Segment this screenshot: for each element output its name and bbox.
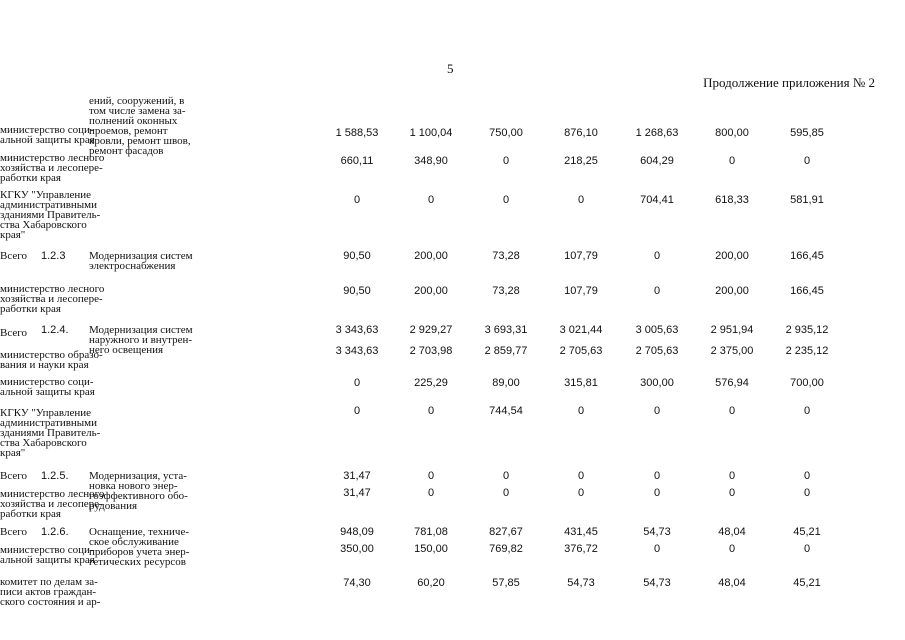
value-cell: 769,82 — [489, 543, 523, 555]
value-cell: 0 — [728, 405, 736, 417]
value-cell: 2 235,12 — [785, 345, 829, 357]
value-cell: 376,72 — [564, 543, 598, 555]
value-cell: 0 — [653, 285, 661, 297]
value-cell: 0 — [502, 470, 510, 482]
value-cell: 744,54 — [489, 405, 523, 417]
value-cell: 0 — [427, 194, 435, 206]
measure-name: ений, сооружений, в том числе замена за- полнений оконных проемов, ремонт кровли, ремонт швов, ремонт фасадов — [89, 95, 191, 157]
executor-cell: КГКУ "Управление административными зданиями Правитель- ства Хабаровского края" — [0, 407, 101, 459]
value-cell: 0 — [353, 377, 361, 389]
value-cell: 704,41 — [640, 194, 674, 206]
value-cell: 0 — [653, 487, 661, 499]
value-cell: 431,45 — [564, 526, 598, 538]
executor-cell: министерство соци- альной защиты края — [0, 544, 95, 566]
measure-name: Модернизация, уста- новка нового энер- гоэффективного обо- рудования — [89, 470, 188, 512]
value-cell: 781,08 — [414, 526, 448, 538]
executor-cell: Всего — [0, 327, 27, 339]
value-cell: 3 343,63 — [335, 345, 379, 357]
value-cell: 0 — [427, 470, 435, 482]
value-cell: 595,85 — [790, 127, 824, 139]
measure-name: Модернизация систем электроснабжения — [89, 250, 193, 272]
value-cell: 0 — [502, 487, 510, 499]
value-cell: 2 859,77 — [484, 345, 528, 357]
value-cell: 150,00 — [414, 543, 448, 555]
value-cell: 2 705,63 — [559, 345, 603, 357]
measure-name: Модернизация систем наружного и внутрен- него освещения — [89, 324, 193, 356]
value-cell: 618,33 — [715, 194, 749, 206]
value-cell: 218,25 — [564, 155, 598, 167]
value-cell: 60,20 — [417, 577, 445, 589]
value-cell: 3 021,44 — [559, 324, 603, 336]
executor-cell: Всего — [0, 250, 27, 262]
value-cell: 31,47 — [343, 470, 371, 482]
value-cell: 166,45 — [790, 285, 824, 297]
value-cell: 107,79 — [564, 285, 598, 297]
value-cell: 0 — [502, 194, 510, 206]
value-cell: 0 — [353, 405, 361, 417]
value-cell: 0 — [728, 155, 736, 167]
executor-cell: Всего — [0, 470, 27, 482]
row-number: 1.2.6. — [41, 526, 69, 538]
value-cell: 31,47 — [343, 487, 371, 499]
value-cell: 225,29 — [414, 377, 448, 389]
value-cell: 0 — [803, 543, 811, 555]
value-cell: 73,28 — [492, 250, 520, 262]
value-cell: 0 — [502, 155, 510, 167]
measure-name: Оснащение, техниче- ское обслуживание приборов учета энер- гетических ресурсов — [89, 526, 190, 568]
value-cell: 3 693,31 — [484, 324, 528, 336]
value-cell: 0 — [803, 155, 811, 167]
value-cell: 200,00 — [414, 250, 448, 262]
value-cell: 0 — [577, 487, 585, 499]
executor-cell: Всего — [0, 526, 27, 538]
executor-cell: министерство образо- вания и науки края — [0, 349, 103, 371]
row-number: 1.2.3 — [41, 250, 66, 262]
value-cell: 0 — [803, 470, 811, 482]
value-cell: 827,67 — [489, 526, 523, 538]
executor-cell: КГКУ "Управление административными зданиями Правитель- ства Хабаровского края" — [0, 189, 101, 241]
value-cell: 0 — [427, 487, 435, 499]
value-cell: 0 — [728, 487, 736, 499]
executor-cell: министерство лесного хозяйства и лесопере- работки края — [0, 283, 105, 315]
value-cell: 0 — [653, 405, 661, 417]
value-cell: 0 — [577, 470, 585, 482]
value-cell: 2 951,94 — [710, 324, 754, 336]
executor-cell: министерство соци- альной защиты края — [0, 376, 95, 398]
value-cell: 57,85 — [492, 577, 520, 589]
value-cell: 54,73 — [643, 526, 671, 538]
value-cell: 0 — [577, 194, 585, 206]
row-number: 1.2.5. — [41, 470, 69, 482]
value-cell: 89,00 — [492, 377, 520, 389]
value-cell: 200,00 — [715, 250, 749, 262]
value-cell: 300,00 — [640, 377, 674, 389]
value-cell: 948,09 — [340, 526, 374, 538]
value-cell: 107,79 — [564, 250, 598, 262]
row-number: 1.2.4. — [41, 324, 69, 336]
value-cell: 45,21 — [793, 526, 821, 538]
value-cell: 0 — [803, 487, 811, 499]
value-cell: 604,29 — [640, 155, 674, 167]
value-cell: 1 100,04 — [409, 127, 453, 139]
value-cell: 2 935,12 — [785, 324, 829, 336]
value-cell: 750,00 — [489, 127, 523, 139]
value-cell: 576,94 — [715, 377, 749, 389]
value-cell: 90,50 — [343, 285, 371, 297]
value-cell: 2 705,63 — [635, 345, 679, 357]
value-cell: 74,30 — [343, 577, 371, 589]
value-cell: 3 343,63 — [335, 324, 379, 336]
value-cell: 0 — [653, 250, 661, 262]
page-number: 5 — [447, 61, 454, 76]
value-cell: 0 — [653, 543, 661, 555]
executor-cell: министерство соци- альной защиты края — [0, 124, 95, 146]
executor-cell: министерство лесного хозяйства и лесопере- работки края — [0, 488, 105, 520]
value-cell: 348,90 — [414, 155, 448, 167]
value-cell: 2 703,98 — [409, 345, 453, 357]
value-cell: 3 005,63 — [635, 324, 679, 336]
value-cell: 73,28 — [492, 285, 520, 297]
value-cell: 54,73 — [567, 577, 595, 589]
value-cell: 1 588,53 — [335, 127, 379, 139]
value-cell: 350,00 — [340, 543, 374, 555]
value-cell: 315,81 — [564, 377, 598, 389]
value-cell: 876,10 — [564, 127, 598, 139]
value-cell: 0 — [427, 405, 435, 417]
value-cell: 48,04 — [718, 526, 746, 538]
value-cell: 800,00 — [715, 127, 749, 139]
value-cell: 0 — [653, 470, 661, 482]
value-cell: 2 375,00 — [710, 345, 754, 357]
value-cell: 581,91 — [790, 194, 824, 206]
executor-cell: комитет по делам за- писи актов граждан- ского состояния и ар- — [0, 576, 101, 608]
value-cell: 2 929,27 — [409, 324, 453, 336]
value-cell: 48,04 — [718, 577, 746, 589]
value-cell: 54,73 — [643, 577, 671, 589]
value-cell: 660,11 — [340, 155, 374, 167]
value-cell: 90,50 — [343, 250, 371, 262]
value-cell: 0 — [353, 194, 361, 206]
value-cell: 0 — [803, 405, 811, 417]
value-cell: 200,00 — [414, 285, 448, 297]
value-cell: 1 268,63 — [635, 127, 679, 139]
value-cell: 166,45 — [790, 250, 824, 262]
executor-cell: министерство лесного хозяйства и лесопере- работки края — [0, 152, 105, 184]
value-cell: 0 — [577, 405, 585, 417]
value-cell: 0 — [728, 470, 736, 482]
value-cell: 700,00 — [790, 377, 824, 389]
value-cell: 200,00 — [715, 285, 749, 297]
value-cell: 0 — [728, 543, 736, 555]
value-cell: 45,21 — [793, 577, 821, 589]
continuation-label: Продолжение приложения № 2 — [703, 75, 875, 90]
